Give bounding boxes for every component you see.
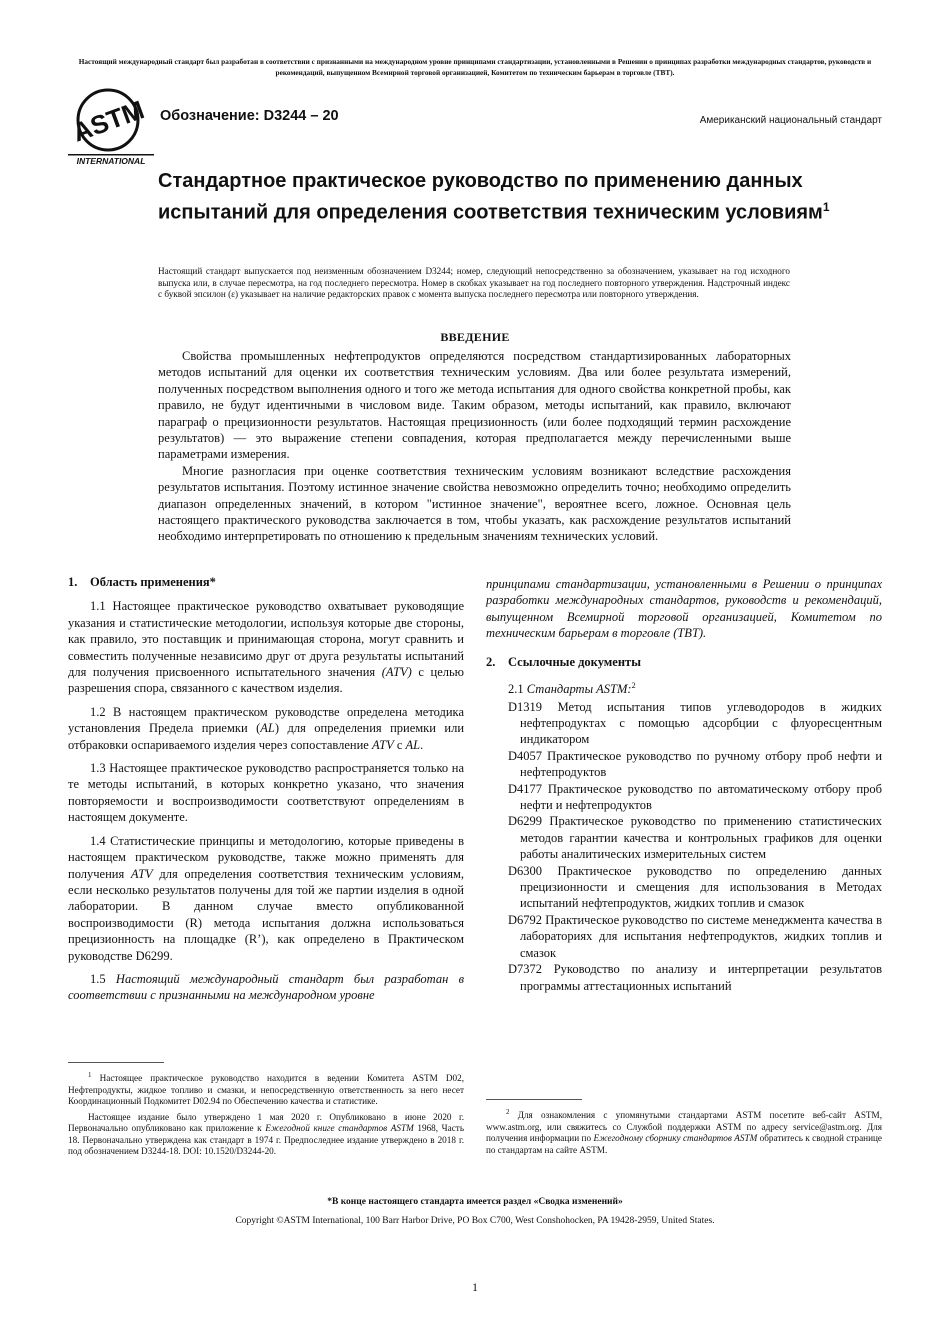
intro-paragraph: Многие разногласия при оценке соответствия техническим условиям возникают вследствие расхождения результатов испытания. Поэтому истинное значение свойства невозможно определить точно; необходимо определить диапазон определенных значений, в котором "истинное значение", вероятнее всего, ложное. Основная цель настоящего практического руководства заключается в том, чтобы указать, как расхождение результатов испытаний необходимо интерпретировать по отношению к предельным значениям технических условий.	[158, 463, 791, 544]
paragraph-1-2: 1.2 В настоящем практическом руководстве определена методика установления Предела приемки (AL) для определения приемки или отбраковки оспариваемого изделия через сопоставление ATV с AL.	[68, 704, 465, 752]
top-notice: Настоящий международный стандарт был разработан в соответствии с признанными на международном уровне принципами стандартизации, установленными в Решении о принципах разработки международных стандартов, руководств и рекомендаций, выпущенном Всемирной торговой организацией, Комитетом по техническим барьерам в торговле (TBT).	[78, 57, 872, 77]
section-2-heading: 2. Ссылочные документы	[486, 654, 641, 669]
paragraph-1-1: 1.1 Настоящее практическое руководство охватывает руководящие указания и статистические методологии, используя которые две стороны, как правило, это поставщик и принимающая сторона, могут сравнить и совместить полученные независимо друг от друга результаты испытаний для получения присвоенного испытательного значения (ATV) с целью разрешения спора, связанного с качеством изделия.	[68, 599, 465, 696]
page-number: 1	[472, 1280, 478, 1294]
summary-of-changes-note: *В конце настоящего стандарта имеется раздел «Сводка изменений»	[327, 1197, 623, 1207]
footnote-1-text: $^1$ Настоящее практическое руководство находится в ведении Комитета ASTM D02, Нефтепродукты, жидкое топливо и смазки, и непосредственную ответственность за него несет Координационный Подкомитет D02.94 по Обеспечению качества и статистике.	[68, 1071, 464, 1107]
astm-logo	[68, 88, 154, 166]
logo-text: INTERNATIONAL	[76, 156, 146, 166]
list-item: D6792 Практическое руководство по системе менеджмента качества в лабораториях для испытания нефтепродуктов, жидких топлив и смазок	[508, 912, 882, 960]
footnote-divider	[486, 1099, 582, 1100]
footnote-1-edition: Настоящее издание было утверждено 1 мая 2020 г. Опубликовано в июне 2020 г. Первоначально опубликовано как приложение к Ежегодной книге стандартов ASTM 1968, Часть 18. Первоначально утверждена как стандарт в 1974 г. Предпоследнее издание утверждено в 2018 г. под обозначением D3244-18. DOI: 10.1520/D3244-20.	[68, 1111, 465, 1157]
copyright-line: Copyright ©ASTM International, 100 Barr Harbor Drive, PO Box C700, West Conshohocken, PA 19428-2959, United States.	[235, 1216, 715, 1226]
intro-paragraph: Свойства промышленных нефтепродуктов определяются посредством стандартизированных лабораторных методов испытаний для оценки их соответствия техническим условиям. Два или более результата измерений, полученных посредством выполнения одного и того же метода испытания для одного свойства конкретной пробы, как правило, не будут идентичными в числовом виде. Таким образом, методы испытаний, как правило, включают параграф о прецизионности результатов. Настоящая прецизионность (или более подходящий термин расхождение результатов) — это выражение степени совпадения, которая предполагается между перечисленными выше параметрами измерения.	[158, 349, 791, 462]
list-item: D6299 Практическое руководство по применению статистических методов гарантии качества и контрольных графиков для оценки работы аналитических измерительных систем	[508, 814, 882, 862]
referenced-documents-list	[486, 699, 882, 994]
issue-note: Настоящий стандарт выпускается под неизменным обозначением D3244; номер, следующий непосредственно за обозначением, указывает на год исходного выпуска или, в случае пересмотра, на год последнего пересмотра. Номер в скобках указывает на год последнего повторного утверждения. Надстрочный индекс с буквой эпсилон (ε) указывает на наличие редакторских правок с момента выпуска последнего пересмотра или повторного утверждения.	[158, 266, 790, 300]
list-item: D7372 Руководство по анализу и интерпретации результатов программы аттестационных испытаний	[508, 962, 882, 993]
section-1-heading: 1. Область применения*	[68, 575, 216, 589]
footnote-2	[486, 1107, 882, 1160]
document-title	[158, 168, 858, 226]
astm-standards-subheading: 2.1 Стандарты ASTM:$^2$	[508, 681, 636, 697]
list-item: D4057 Практическое руководство по ручному отбору проб нефти и нефтепродуктов	[508, 748, 883, 780]
right-column	[486, 576, 882, 994]
footnote-2-text: $^2$ Для ознакомления с упомянутыми стандартами ASTM посетите веб-сайт ASTM, www.astm.org, или свяжитесь со Службой поддержки ASTM по адресу service@astm.org. Для получения информации по Ежегодному сборнику стандартов ASTM обратитесь к сводной странице по стандартам на сайте ASTM.	[486, 1108, 883, 1155]
paragraph-1-5: 1.5 Настоящий международный стандарт был разработан в соответствии с признанными на международном уровне	[68, 971, 464, 1003]
footnote-divider	[68, 1062, 164, 1063]
footnote-1	[68, 1070, 464, 1162]
national-standard-label: Американский национальный стандарт	[699, 115, 882, 126]
title-text: Стандартное практическое руководство по применению данных испытаний для определения соответствия техническим условиям	[158, 170, 823, 224]
list-item: D4177 Практическое руководство по автоматическому отбору проб нефти и нефтепродуктов	[508, 781, 883, 813]
paragraph-1-3: 1.3 Настоящее практическое руководство распространяется только на те методы испытаний, в которых конкретно указано, что значения повторяемости и воспроизводимости соответствуют определениям в настоящем документе.	[68, 761, 464, 825]
logo-letters: ASTM	[68, 94, 149, 148]
left-column	[68, 574, 464, 1011]
list-item: D6300 Практическое руководство по определению данных прецизионности и смещения для использования в Методах испытаний нефтепродуктов, жидких топлив и смазок	[508, 863, 883, 911]
title-footnote-mark: 1	[822, 200, 830, 214]
list-item: D1319 Метод испытания типов углеводородов в жидких нефтепродуктах с помощью адсорбции с флуоресцентным индикатором	[508, 699, 883, 747]
designation: Обозначение: D3244 – 20	[160, 108, 339, 124]
paragraph-1-4: 1.4 Статистические принципы и методологию, которые приведены в настоящем практическом руководстве, также можно применять для получения ATV для определения соответствия техническим условиям, если несколько результатов получены для той же партии изделия в одной лаборатории. В данном случае вместо опубликованной воспроизводимости (R) метода испытания должна использоваться прецизионность на площадке (R’), как определено в Практическом руководстве D6299.	[68, 833, 465, 963]
paragraph-1-5-continued: принципами стандартизации, установленными в Решении о принципах разработки международных стандартов, руководств и рекомендаций, выпущенном Всемирной торговой организацией, Комитетом по техническим барьерам в торговле (TBT).	[486, 577, 882, 641]
intro-heading: ВВЕДЕНИЕ	[440, 330, 510, 344]
intro-text	[158, 348, 791, 545]
